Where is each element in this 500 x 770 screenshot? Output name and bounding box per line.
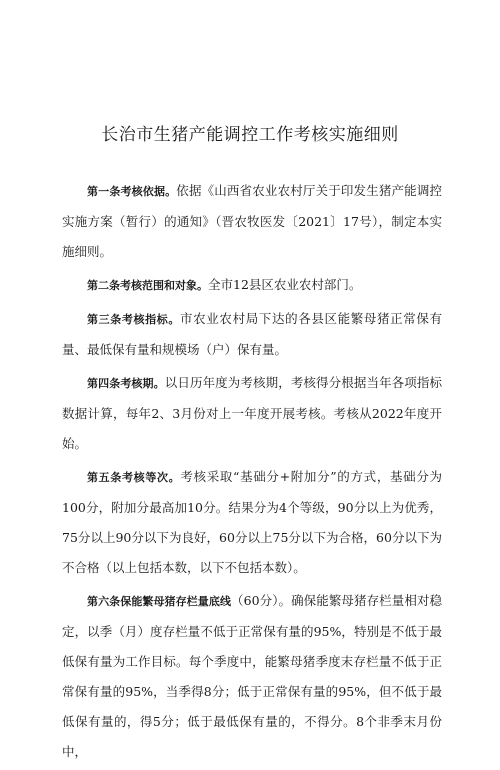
- article-5: [62, 462, 442, 583]
- article-text: 考核采取“基础分+附加分”的方式，基础分为100分，附加分最高加10分。结果分为4个等级，90分以上为优秀，75分以上90分以下为良好，60分以上75分以下为合格，60分以下为不合格（以上包括本数，以下不包括本数）。: [62, 469, 442, 575]
- article-2: [62, 270, 442, 301]
- article-1: [62, 176, 442, 267]
- article-text: 全市12县区农业农村部门。: [208, 277, 362, 292]
- article-3: [62, 304, 442, 365]
- article-text: 依据《山西省农业农村厅关于印发生猪产能调控实施方案（暂行）的通知》（晋农牧医发〔2021〕17号），制定本实施细则。: [62, 183, 442, 259]
- article-text: （60分）。确保能繁母猪存栏量相对稳定，以季（月）度存栏量不低于正常保有量的95%，特别是不低于最低保有量为工作目标。每个季度中，能繁母猪季度末存栏量不低于正常保有量的95%，当季得8分；低于正常保有量的95%，但不低于最低保有量的，得5分；低于最低保有量的，不得分。8个非季末月份中，: [62, 593, 442, 759]
- article-text: 市农业农村局下达的各县区能繁母猪正常保有量、最低保有量和规模场（户）保有量。: [62, 311, 442, 357]
- article-heading: 第三条考核指标。: [87, 313, 181, 326]
- article-heading: 第二条考核范围和对象。: [87, 279, 208, 292]
- document-title: 长治市生猪产能调控工作考核实施细则: [101, 125, 399, 145]
- article-6: [62, 586, 442, 767]
- article-heading: 第六条保能繁母猪存栏量底线: [87, 595, 232, 608]
- document-body: [62, 176, 442, 770]
- article-heading: 第五条考核等次。: [87, 471, 181, 484]
- article-heading: 第一条考核依据。: [87, 185, 177, 198]
- article-text: 以日历年度为考核期，考核得分根据当年各项指标数据计算，每年2、3月份对上一年度开展考核。考核从2022年度开始。: [62, 375, 442, 451]
- article-heading: 第四条考核期。: [87, 377, 165, 390]
- article-4: [62, 368, 442, 459]
